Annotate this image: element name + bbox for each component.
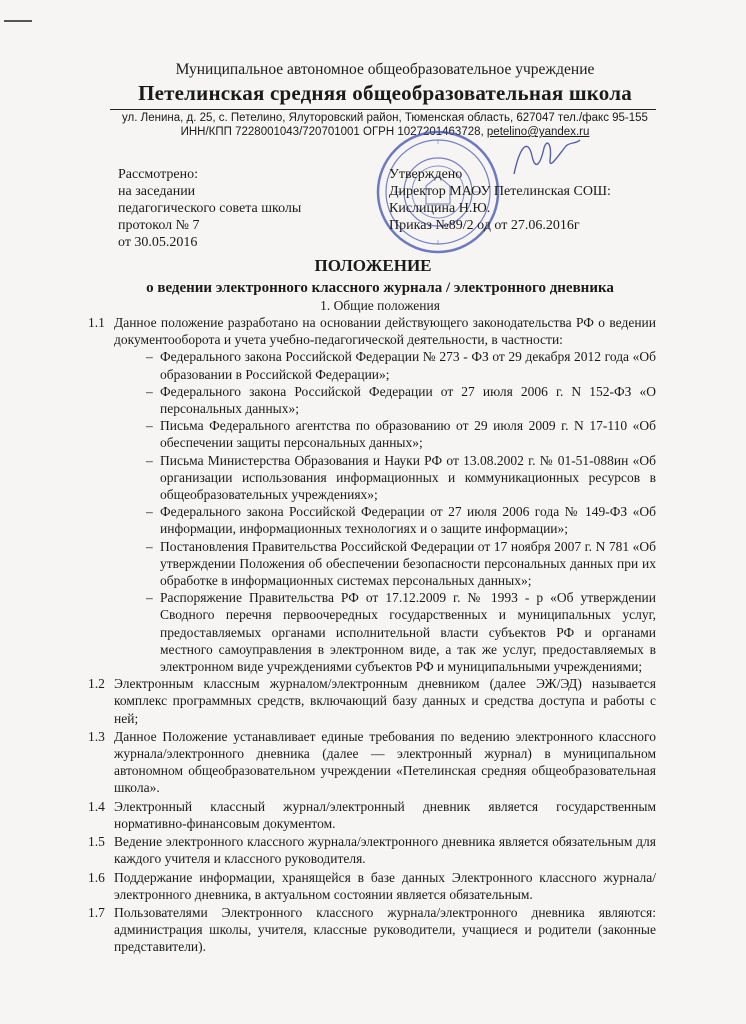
paragraph-number: 1.3 <box>88 728 105 744</box>
letterhead-divider <box>110 109 656 110</box>
paragraph-text: Ведение электронного классного журнала/электронного дневника является обязательным для каждого учителя и классного руководителя. <box>114 834 656 867</box>
paragraph-number: 1.1 <box>88 315 105 330</box>
paragraph-1-4 <box>88 798 656 832</box>
approved-line-2: Директор МАОУ Петелинская СОШ: <box>389 184 611 199</box>
org-name: Петелинская средняя общеобразовательная школа <box>138 81 632 105</box>
dash-marker: – <box>146 418 153 434</box>
list-item <box>88 589 656 675</box>
org-type: Муниципальное автономное общеобразовательное учреждение <box>175 61 595 78</box>
ids-text: ИНН/КПП 7228001043/720701001 ОГРН 1027201463728, <box>180 126 484 138</box>
dash-marker: – <box>146 590 153 606</box>
list-item-text: Федерального закона Российской Федерации от 27 июля 2006 года № 149-ФЗ «Об информации, информационных технологиях и о защите информации»; <box>160 504 656 537</box>
list-item-text: Федерального закона Российской Федерации от 27 июля 2006 г. N 152-ФЗ «О персональных данных»; <box>160 383 656 417</box>
approved-line-1: Утверждено <box>389 167 463 182</box>
paragraph-1-7 <box>88 904 656 956</box>
paragraph-text: Данное положение разработано на основании действующего законодательства РФ о ведении документооборота и учета учебно-педагогической деятельности, в частности: <box>114 315 656 348</box>
document-subtitle: о ведении электронного классного журнала / электронного дневника <box>146 280 614 296</box>
document-title: ПОЛОЖЕНИЕ <box>314 256 432 275</box>
considered-line-1: Рассмотрено: <box>118 167 198 182</box>
considered-line-3: педагогического совета школы <box>118 201 302 216</box>
list-item-text: Федерального закона Российской Федерации № 273 - ФЗ от 29 декабря 2012 года «Об образовании в Российской Федерации»; <box>160 349 656 382</box>
dash-marker: – <box>146 349 153 365</box>
paragraph-1-5 <box>88 833 656 867</box>
considered-line-5: от 30.05.2016 <box>118 235 198 250</box>
considered-block <box>118 166 301 251</box>
address-line: ул. Ленина, д. 25, с. Петелино, Ялуторовский район, Тюменская область, 627047 тел./факс 95-155 <box>122 112 648 124</box>
paragraph-1-3 <box>88 728 656 797</box>
email-link[interactable]: petelino@yandex.ru <box>486 126 590 138</box>
considered-line-2: на заседании <box>118 184 196 199</box>
letterhead <box>110 60 660 106</box>
paragraph-1-1 <box>88 314 656 348</box>
list-item-text: Постановления Правительства Российской Федерации от 17 ноября 2007 г. N 781 «Об утверждении Положения об обеспечении безопасности персональных данных при их обработке в информационных системах персональных данных»; <box>160 538 656 589</box>
approved-line-3: Кислицина Н.Ю. <box>389 201 491 216</box>
considered-line-4: протокол № 7 <box>118 218 200 233</box>
dash-marker: – <box>146 538 153 554</box>
paragraph-number: 1.4 <box>88 798 105 814</box>
list-item-text: Письма Министерства Образования и Науки РФ от 13.08.2002 г. № 01-51-088ин «Об организации использования информационных и коммуникационных ресурсов в общеобразовательных учреждениях»; <box>160 452 656 503</box>
paragraph-1-6 <box>88 869 656 903</box>
paragraph-text: Электронный классный журнал/электронный дневник является государственным нормативно-финансовым документом. <box>114 798 656 831</box>
approved-block <box>389 166 611 234</box>
dash-marker: – <box>146 504 153 520</box>
dash-marker: – <box>146 383 153 399</box>
list-item <box>88 348 656 382</box>
dash-marker: – <box>146 452 153 468</box>
paragraph-text: Данное Положение устанавливает единые требования по ведению электронного классного журнала/электронного дневника (далее — электронный журнал) в муниципальном автономном общеобразовательном учреждении «Петелинская средняя общеобразовательная школа». <box>114 728 656 796</box>
paragraph-text: Пользователями Электронного классного журнала/электронного дневника являются: администрация школы, учителя, классные руководители, учащиеся и родители (законные представители). <box>114 904 656 955</box>
legal-basis-list <box>88 348 656 675</box>
paragraph-number: 1.6 <box>88 869 105 885</box>
list-item-text: Письма Федерального агентства по образованию от 29 июля 2009 г. N 17-110 «Об обеспечении защиты персональных данных»; <box>160 418 656 451</box>
list-item <box>88 503 656 537</box>
scan-mark <box>4 20 32 22</box>
list-item-text: Распоряжение Правительства РФ от 17.12.2009 г. № 1993 - р «Об утверждении Сводного перечня первоочередных государственных и муниципальных услуг, предоставляемых органами исполнительной власти субъектов РФ и органами местного самоуправления в электронном виде, а так же услуг, предоставляемых в электронном виде учреждениями субъектов РФ и муниципальными учреждениями; <box>160 590 656 675</box>
approved-line-4: Приказ №89/2 од от 27.06.2016г <box>389 218 580 233</box>
list-item <box>88 383 656 417</box>
paragraph-text: Электронным классным журналом/электронным дневником (далее ЭЖ/ЭД) называется комплекс программных средств, включающий базу данных и средства доступа и работы с ней; <box>114 676 656 726</box>
document-body <box>88 314 656 956</box>
paragraph-number: 1.2 <box>88 676 105 692</box>
paragraph-1-2 <box>88 675 656 727</box>
list-item <box>88 452 656 504</box>
list-item <box>88 538 656 590</box>
paragraph-text: Поддержание информации, хранящейся в базе данных Электронного классного журнала/электронного дневника, в актуальном состоянии является обязательным. <box>114 869 656 902</box>
section-heading: 1. Общие положения <box>320 298 440 313</box>
paragraph-number: 1.5 <box>88 834 105 850</box>
paragraph-number: 1.7 <box>88 904 105 920</box>
list-item <box>88 417 656 451</box>
